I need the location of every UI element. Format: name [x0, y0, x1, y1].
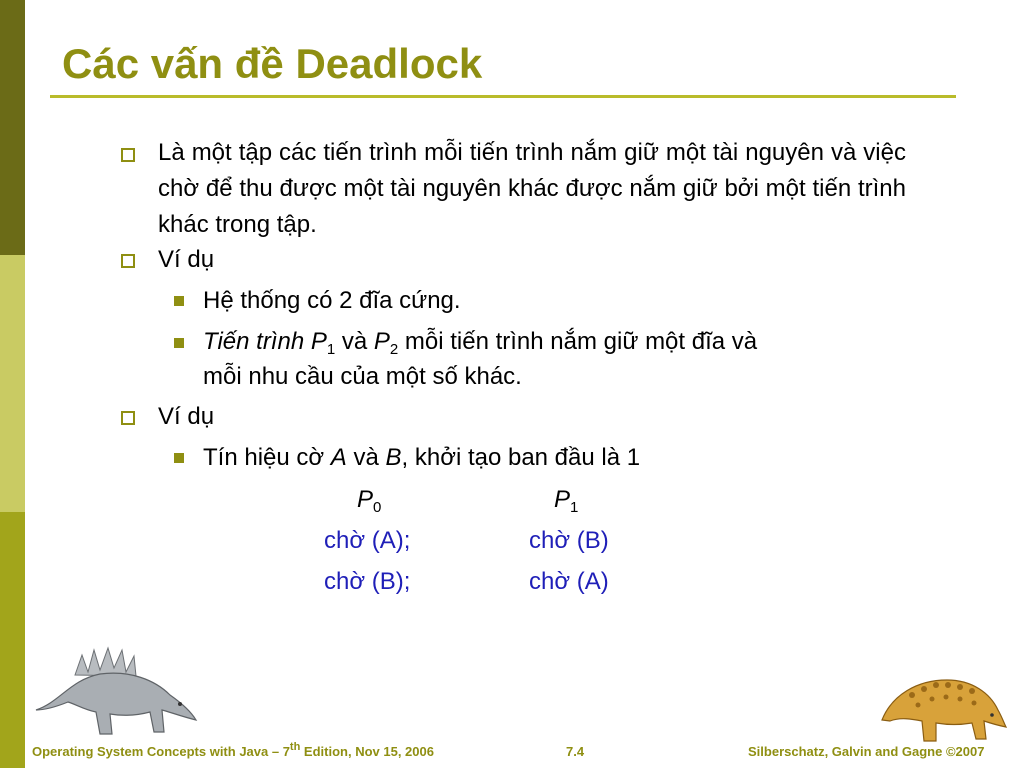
hollow-square-bullet-icon [121, 411, 135, 425]
bullet-2-sub-2-rest: mỗi tiến trình nắm giữ một đĩa và [398, 328, 758, 355]
p0-wait-a: chờ (A); [324, 527, 411, 554]
p0-subscript: 0 [373, 499, 382, 516]
stegosaurus-illustration-icon [30, 640, 200, 740]
ankylosaurus-illustration-icon [872, 665, 1008, 745]
bullet-1-text: Là một tập các tiến trình mỗi tiến trình nắm giữ một tài nguyên và việc chờ để thu được một tài nguyên khác được nắm giữ bởi một tiến trình khác trong tập. [158, 139, 906, 238]
filled-square-bullet-icon [174, 338, 184, 348]
hollow-square-bullet-icon [121, 254, 135, 268]
p1-label: P [554, 486, 571, 513]
bullet-2-sub-2-line-2: mỗi nhu cầu của một số khác. [203, 363, 522, 390]
p0-wait-b: chờ (B); [324, 568, 411, 595]
p1-subscript: 1 [326, 341, 336, 358]
bullet-2-text: Ví dụ [158, 246, 215, 273]
process-p2-italic: P [373, 328, 390, 355]
process-p0-heading [357, 483, 381, 517]
footer-book-title [32, 741, 434, 759]
slide-title: Các vấn đề Deadlock [62, 40, 483, 87]
bullet-3-sub-1-a: Tín hiệu cờ [203, 444, 331, 471]
bullet-3-sub-1-b: và [346, 444, 386, 471]
hollow-square-bullet-icon [121, 148, 135, 162]
filled-square-bullet-icon [174, 453, 184, 463]
bullet-2-sub-1: Hệ thống có 2 đĩa cứng. [203, 287, 461, 314]
process-p1-heading [554, 483, 578, 517]
footer-left-b: Edition, Nov 15, 2006 [300, 744, 434, 759]
footer-left-a: Operating System Concepts with Java – 7 [32, 744, 290, 759]
footer-left-sup: th [289, 741, 301, 753]
filled-square-bullet-icon [174, 296, 184, 306]
bullet-3-sub-1 [203, 441, 640, 475]
process-p1-italic: Tiến trình P [203, 328, 327, 355]
p1-wait-a: chờ (A) [529, 568, 609, 595]
p2-subscript: 2 [389, 341, 399, 358]
bullet-3-sub-1-c: , khởi tạo ban đầu là 1 [401, 444, 641, 471]
p1-wait-b: chờ (B) [529, 527, 609, 554]
flag-b-italic: B [385, 444, 402, 471]
p0-label: P [357, 486, 374, 513]
footer-page-number: 7.4 [566, 744, 585, 759]
bullet-2-sub-2-mid: và [335, 328, 374, 355]
p1-subscript: 1 [570, 499, 579, 516]
bullet-3-text: Ví dụ [158, 403, 215, 430]
flag-a-italic: A [330, 444, 347, 471]
footer-authors: Silberschatz, Galvin and Gagne ©2007 [748, 744, 985, 759]
bullet-2-sub-2 [203, 325, 757, 359]
